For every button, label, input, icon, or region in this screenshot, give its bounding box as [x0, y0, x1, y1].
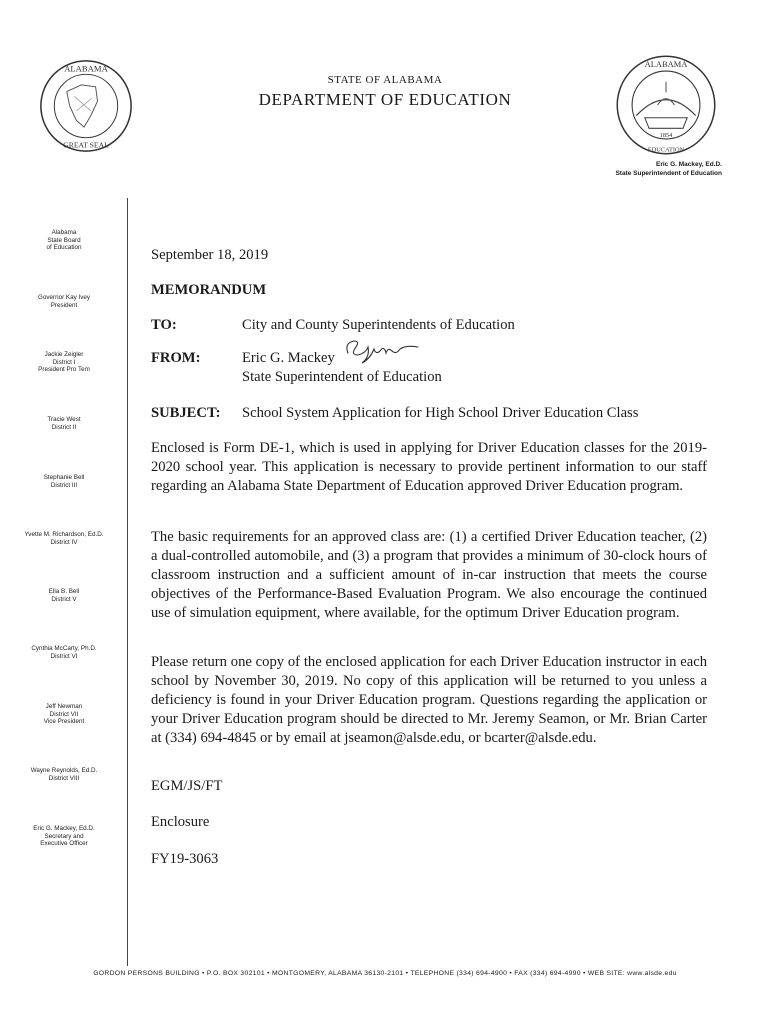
- sidebar-line: District IV: [50, 538, 78, 546]
- sidebar-line: Jeff Newman: [45, 703, 83, 710]
- sidebar-line: Alabama: [51, 229, 77, 236]
- memo-date: September 18, 2019: [151, 247, 269, 263]
- from-label: FROM:: [151, 350, 201, 366]
- sidebar-line: Vice President: [43, 718, 85, 725]
- subject-label: SUBJECT:: [151, 405, 221, 421]
- subject-value: School System Application for High School Driver Education Class: [242, 405, 639, 421]
- sidebar-line: Cynthia McCarty, Ph.D.: [31, 645, 97, 652]
- svg-text:EDUCATION: EDUCATION: [647, 146, 685, 154]
- sidebar-block: [0, 229, 128, 252]
- sidebar-line: Jackie Zeigler: [44, 351, 84, 358]
- sidebar-line: District VI: [50, 652, 78, 660]
- sidebar-block: [0, 416, 128, 431]
- paragraph-2: The basic requirements for an approved class are: (1) a certified Driver Education teacher, (2) a dual-controlled automobile, and (3) a program that provides a minimum of 30-clock hours of classroom instruction and a sufficient amount of in-car instruction that meets the course objectives of the Performance-Based Evaluation Program. We also encourage the continued use of simulation equipment, where available, for the optimum Driver Education program.: [151, 529, 707, 621]
- sidebar-line: District I: [52, 358, 76, 366]
- state-name: STATE OF ALABAMA: [327, 74, 443, 86]
- sidebar-block: [0, 645, 128, 660]
- sidebar-line: President: [50, 301, 78, 309]
- footer-address: GORDON PERSONS BUILDING • P.O. BOX 302101 • MONTGOMERY, ALABAMA 36130-2101 • TELEPHONE (334) 694-4900 • FAX (334) 694-4990 • WEB SITE: www.alsde.edu: [93, 970, 677, 977]
- reference-number: FY19-3063: [151, 851, 219, 867]
- sidebar-line: District V: [51, 595, 77, 603]
- initials: EGM/JS/FT: [151, 778, 223, 794]
- sidebar-block: [0, 474, 128, 489]
- svg-text:ALABAMA: ALABAMA: [64, 63, 108, 74]
- sidebar-block: [0, 351, 128, 374]
- sidebar-block: [0, 531, 128, 546]
- sidebar-line: Stephanie Bell: [43, 474, 85, 481]
- to-value: City and County Superintendents of Education: [242, 317, 515, 333]
- sidebar-line: District III: [50, 481, 78, 489]
- superintendent-title: State Superintendent of Education: [615, 170, 722, 177]
- sidebar-divider: [127, 198, 128, 966]
- from-title: State Superintendent of Education: [242, 369, 442, 385]
- enclosure: Enclosure: [151, 814, 210, 830]
- paragraph-3: Please return one copy of the enclosed application for each Driver Education instructor in each school by November 30, 2019. No copy of this application will be returned to you unless a deficiency is found in your Driver Education program. Questions regarding the application or your Driver Education program should be directed to Mr. Jeremy Seamon, or Mr. Brian Carter at (334) 694-4845 or by email at jseamon@alsde.edu, or bcarter@alsde.edu.: [151, 654, 707, 746]
- sidebar-line: Tracie West: [47, 416, 81, 423]
- sidebar-block: [0, 825, 128, 848]
- svg-text:GREAT SEAL: GREAT SEAL: [63, 140, 109, 150]
- sidebar-line: District II: [51, 423, 77, 431]
- superintendent-name: Eric G. Mackey, Ed.D.: [656, 161, 722, 168]
- sidebar-line: Executive Officer: [40, 840, 88, 847]
- sidebar-line: District VIII: [48, 774, 80, 782]
- memo-heading: MEMORANDUM: [151, 282, 267, 298]
- svg-text:ALABAMA: ALABAMA: [644, 58, 688, 69]
- from-name: Eric G. Mackey: [242, 350, 335, 366]
- department-name: DEPARTMENT OF EDUCATION: [258, 90, 512, 109]
- sidebar-block: [0, 294, 128, 309]
- sidebar-line: of Education: [46, 244, 82, 251]
- sidebar-line: District VII: [49, 710, 79, 718]
- signature-initials: [340, 333, 425, 367]
- sidebar-line: Yvette M. Richardson, Ed.D.: [24, 531, 104, 538]
- sidebar-line: President Pro Tem: [38, 366, 90, 373]
- sidebar-line: State Board: [47, 236, 81, 244]
- to-label: TO:: [151, 317, 177, 333]
- sidebar-block: [0, 703, 128, 726]
- svg-text:1854: 1854: [659, 131, 673, 139]
- sidebar-block: [0, 767, 128, 782]
- sidebar-line: Ella B. Bell: [48, 588, 80, 595]
- sidebar-block: [0, 588, 128, 603]
- sidebar-line: Governor Kay Ivey: [37, 294, 91, 301]
- sidebar-line: Eric G. Mackey, Ed.D.: [33, 825, 95, 832]
- paragraph-1: Enclosed is Form DE-1, which is used in applying for Driver Education classes for the 2019-2020 school year. This application is necessary to provide pertinent information to our staff regarding an Alabama State Department of Education approved Driver Education program.: [151, 440, 707, 494]
- sidebar-line: Wayne Reynolds, Ed.D.: [30, 767, 98, 774]
- sidebar-line: Secretary and: [44, 832, 84, 840]
